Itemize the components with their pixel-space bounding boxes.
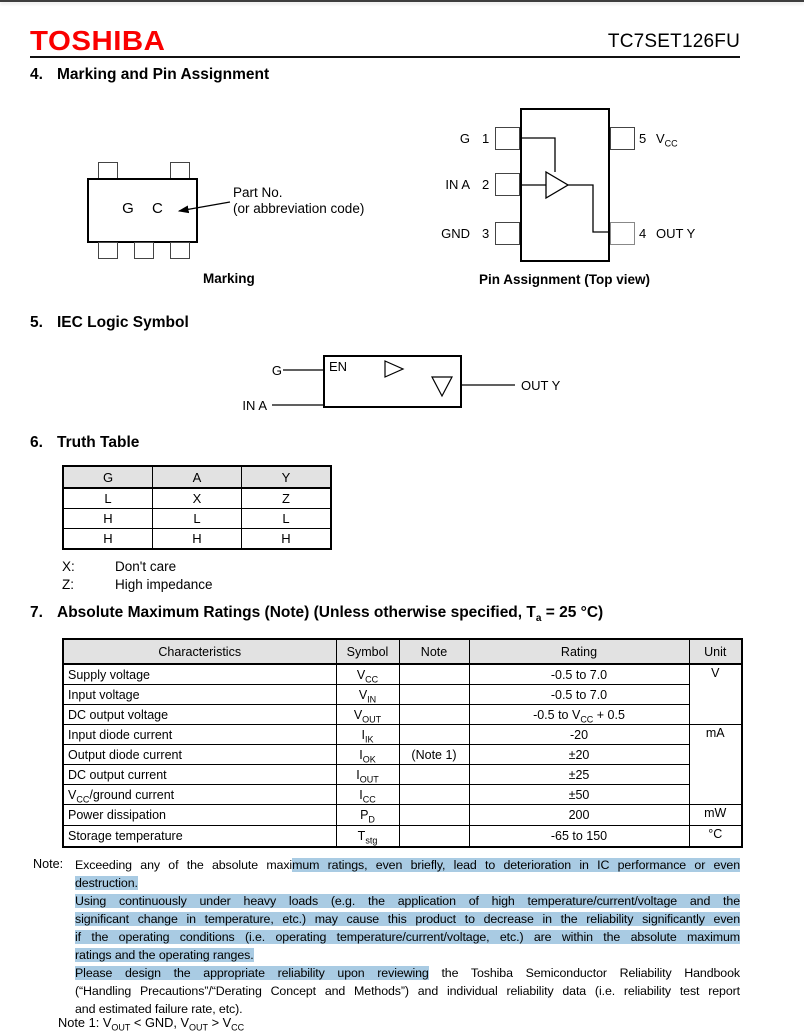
- symbol-cell: $I_{OK}$: [336, 745, 399, 765]
- pin1-name: G: [459, 131, 470, 146]
- ratings-header-row: [63, 639, 742, 664]
- part-no-annotation-line1: Part No.: [233, 185, 283, 200]
- legend-z-value: High impedance: [115, 577, 213, 592]
- pin4-name: OUT Y: [656, 226, 696, 241]
- pin2-number: 2: [482, 177, 490, 192]
- note-line: and estimated failure rate, etc).: [75, 1002, 243, 1016]
- symbol-cell: $V_{OUT}$: [336, 705, 399, 725]
- section-7-heading: [30, 604, 604, 625]
- highlighted-text: destruction.: [75, 876, 138, 890]
- symbol-cell: $T_{stg}$: [336, 826, 399, 848]
- symbol-cell: $P_D$: [336, 805, 399, 826]
- pin3-number: 3: [482, 226, 490, 241]
- header-rule: [30, 56, 740, 58]
- note-line: [75, 928, 740, 946]
- vcc-base: V: [656, 131, 665, 146]
- cell: L: [153, 509, 242, 529]
- pin1-number: 1: [482, 131, 490, 146]
- table-row: [63, 785, 742, 805]
- legend-x-value: Don't care: [115, 559, 177, 574]
- note-text-block: [75, 856, 740, 1018]
- characteristic-cell: $V_{CC}$/ground current: [63, 785, 336, 805]
- legend-x-key: X:: [62, 559, 75, 574]
- truth-row: [63, 509, 331, 529]
- pin3-name: GND: [441, 226, 470, 241]
- table-row: [63, 725, 742, 745]
- section-6-heading: [30, 434, 139, 452]
- highlighted-text: ratings and the operating ranges.: [75, 948, 254, 962]
- unit-cell: mW: [689, 805, 742, 826]
- pin2-name: IN A: [445, 177, 470, 192]
- truth-header-a: A: [153, 466, 242, 488]
- note-label: Note:: [33, 857, 64, 871]
- unit-cell: mA: [689, 725, 742, 805]
- highlighted-text: mum ratings, even briefly, lead to deterioration in IC performance or even: [292, 858, 740, 872]
- title-post: = 25 °C): [541, 604, 604, 621]
- truth-row: [63, 529, 331, 550]
- rating-cell: ±20: [469, 745, 689, 765]
- symbol-cell: $V_{IN}$: [336, 685, 399, 705]
- section-number: 7.: [30, 604, 43, 621]
- highlighted-text: Please design the appropriate reliability upon reviewing: [75, 966, 429, 980]
- iec-output-label: OUT Y: [521, 378, 561, 393]
- col-rating: Rating: [469, 639, 689, 664]
- col-characteristics: Characteristics: [63, 639, 336, 664]
- unit-cell: V: [689, 664, 742, 725]
- note-cell: [399, 685, 469, 705]
- pin5-name: [656, 131, 678, 149]
- note-line: [75, 892, 740, 910]
- cell: X: [153, 488, 242, 509]
- part-number: TC7SET126FU: [607, 31, 740, 52]
- cell: H: [63, 529, 153, 550]
- part-no-arrow: [170, 196, 240, 218]
- note-line: [75, 874, 740, 892]
- characteristic-cell: Supply voltage: [63, 664, 336, 685]
- characteristic-cell: Output diode current: [63, 745, 336, 765]
- section-title: IEC Logic Symbol: [57, 314, 189, 331]
- page-top-border: [0, 0, 804, 2]
- section-5-heading: [30, 314, 189, 332]
- section-number: 5.: [30, 314, 43, 331]
- table-row: [63, 805, 742, 826]
- table-row: [63, 685, 742, 705]
- marking-pin-bottom-left: [98, 242, 118, 259]
- cell: L: [63, 488, 153, 509]
- iec-symbol-graphics: [255, 350, 565, 420]
- truth-header-g: G: [63, 466, 153, 488]
- toshiba-logo: TOSHIBA: [30, 25, 166, 56]
- note-cell: [399, 826, 469, 848]
- cell: L: [242, 509, 332, 529]
- note-cell: [399, 805, 469, 826]
- section-number: 4.: [30, 66, 43, 83]
- highlighted-text: significant change in temperature, etc.) may cause this product to decrease in the reliability significantly even: [75, 912, 740, 926]
- marking-pin-bottom-right: [170, 242, 190, 259]
- rating-cell: -0.5 to 7.0: [469, 685, 689, 705]
- cell: H: [242, 529, 332, 550]
- highlighted-text: if the operating conditions (i.e. operating temperature/current/voltage, etc.) are within the absolute maximum: [75, 930, 740, 944]
- note-cell: [399, 664, 469, 685]
- table-row: [63, 664, 742, 685]
- col-symbol: Symbol: [336, 639, 399, 664]
- rating-cell: -65 to 150: [469, 826, 689, 848]
- highlighted-text: Using continuously under heavy loads (e.g. the application of high temperature/current/voltage and the: [75, 894, 740, 908]
- note-line: [75, 910, 740, 928]
- legend-z-key: Z:: [62, 577, 74, 592]
- title-sub: a: [535, 613, 542, 625]
- buffer-symbol: [520, 108, 610, 262]
- truth-header-y: Y: [242, 466, 332, 488]
- rating-cell: -20: [469, 725, 689, 745]
- rating-cell: -0.5 to $V_{CC} + 0.5$: [469, 705, 689, 725]
- note1-line: Note 1: $V_{OUT}$ < GND, $V_{OUT} > V_{CC}$: [58, 1015, 245, 1033]
- marking-pin-bottom-mid: [134, 242, 154, 259]
- note-line: Please design the appropriate reliability upon reviewing the Toshiba Semiconductor Reliability Handbook: [75, 966, 740, 980]
- section-title: [57, 604, 604, 625]
- note-line: Exceeding any of the absolute maximum ratings, even briefly, lead to deterioration in IC performance or even: [75, 858, 740, 872]
- chip-marking-text: G C: [122, 200, 163, 217]
- unit-cell: °C: [689, 826, 742, 848]
- vcc-sub: CC: [664, 138, 678, 149]
- symbol-cell: $V_{CC}$: [336, 664, 399, 685]
- characteristic-cell: Input diode current: [63, 725, 336, 745]
- note-cell: [399, 725, 469, 745]
- iec-input-g-label: G: [271, 363, 282, 378]
- truth-table-header-row: [63, 466, 331, 488]
- section-4-heading: [30, 66, 269, 84]
- iec-en-label: EN: [329, 359, 348, 374]
- iec-input-a-label: IN A: [242, 398, 267, 413]
- pin5-box: [610, 127, 635, 150]
- characteristic-cell: DC output current: [63, 765, 336, 785]
- symbol-cell: $I_{OUT}$: [336, 765, 399, 785]
- rating-cell: ±50: [469, 785, 689, 805]
- note-cell: [399, 765, 469, 785]
- pin4-number: 4: [639, 226, 647, 241]
- truth-row: [63, 488, 331, 509]
- cell: H: [63, 509, 153, 529]
- pin1-box: [495, 127, 520, 150]
- truth-table: [62, 465, 332, 550]
- pin-assignment-caption: Pin Assignment (Top view): [479, 272, 651, 287]
- table-row: [63, 826, 742, 848]
- symbol-cell: $I_{IK}$: [336, 725, 399, 745]
- table-row: [63, 765, 742, 785]
- col-note: Note: [399, 639, 469, 664]
- pin4-box: [610, 222, 635, 245]
- title-pre: Absolute Maximum Ratings (Note) (Unless otherwise specified, T: [57, 604, 536, 621]
- cell: H: [153, 529, 242, 550]
- table-row: [63, 705, 742, 725]
- marking-pin-top-right: [170, 162, 190, 179]
- cell: Z: [242, 488, 332, 509]
- section-title: Marking and Pin Assignment: [57, 66, 270, 83]
- pin2-box: [495, 173, 520, 196]
- note-line: (“Handling Precautions”/“Derating Concept and Methods”) and individual reliability data (i.e. reliability test report: [75, 984, 740, 998]
- characteristic-cell: Power dissipation: [63, 805, 336, 826]
- rating-cell: ±25: [469, 765, 689, 785]
- note-cell: (Note 1): [399, 745, 469, 765]
- note-line: [75, 946, 740, 964]
- table-row: [63, 745, 742, 765]
- section-title: Truth Table: [57, 434, 140, 451]
- characteristic-cell: Input voltage: [63, 685, 336, 705]
- col-unit: Unit: [689, 639, 742, 664]
- characteristic-cell: DC output voltage: [63, 705, 336, 725]
- pin3-box: [495, 222, 520, 245]
- section-number: 6.: [30, 434, 43, 451]
- marking-pin-top-left: [98, 162, 118, 179]
- part-no-annotation-line2: (or abbreviation code): [233, 201, 365, 216]
- rating-cell: 200: [469, 805, 689, 826]
- pin5-number: 5: [639, 131, 647, 146]
- rating-cell: -0.5 to 7.0: [469, 664, 689, 685]
- symbol-cell: $I_{CC}$: [336, 785, 399, 805]
- note-cell: [399, 785, 469, 805]
- marking-caption: Marking: [203, 271, 255, 286]
- characteristic-cell: Storage temperature: [63, 826, 336, 848]
- ratings-table: [62, 638, 743, 848]
- note-cell: [399, 705, 469, 725]
